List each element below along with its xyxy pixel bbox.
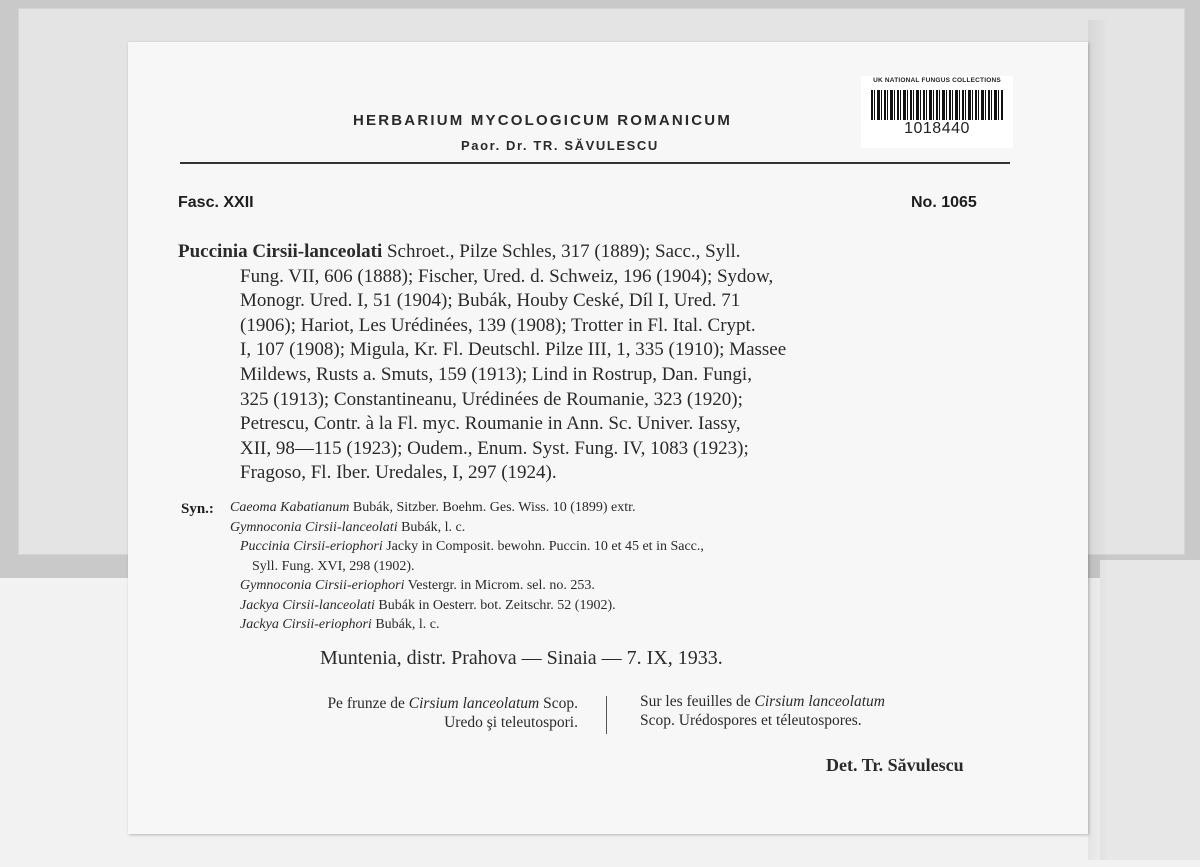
reference-text: Schroet., Pilze Schles, 317 (1889); Sacc., Syll. xyxy=(382,241,741,262)
literature-references xyxy=(178,240,1010,486)
barcode-number: 1018440 xyxy=(904,120,970,137)
synonym-citation: Bubák, Sitzber. Boehm. Ges. Wiss. 10 (1899) extr. xyxy=(349,500,636,515)
synonym-name: Jackya Cirsii-eriophori xyxy=(240,617,372,632)
synonym-citation: Bubák, l. c. xyxy=(397,519,466,535)
habitat-romanian xyxy=(183,694,578,732)
collection-locality: Muntenia, distr. Prahova — Sinaia — 7. IX, 1933. xyxy=(320,647,723,669)
reference-line: XII, 98—115 (1923); Oudem., Enum. Syst. Fung. IV, 1083 (1923); xyxy=(240,437,749,459)
synonym-citation: Jacky in Composit. bewohn. Puccin. 10 et 45 et in Sacc., xyxy=(382,539,704,554)
right-mount-strip xyxy=(1100,560,1200,860)
habitat-fr-prefix: Sur les feuilles de xyxy=(640,693,755,710)
habitat-ro-suffix: Scop. xyxy=(539,695,578,712)
specimen-label xyxy=(128,42,1088,834)
synonym-item xyxy=(230,498,1020,518)
reference-line xyxy=(178,240,1010,265)
reference-line: Petrescu, Contr. à la Fl. myc. Roumanie in Ann. Sc. Univer. Iassy, xyxy=(240,413,741,435)
synonym-name: Jackya Cirsii-lanceolati xyxy=(240,597,375,613)
reference-line: Monogr. Ured. I, 51 (1904); Bubák, Houby Ceské, Díl I, Ured. 71 xyxy=(240,290,741,312)
header-rule xyxy=(180,162,1010,164)
specimen-number: No. 1065 xyxy=(911,194,977,211)
barcode-caption: UK NATIONAL FUNGUS COLLECTIONS xyxy=(873,77,1001,84)
synonym-citation: Syll. Fung. XVI, 298 (1902). xyxy=(252,558,415,574)
synonym-citation: Bubák, l. c. xyxy=(371,617,440,632)
habitat-fr-spores: Scop. Urédospores et téleutospores. xyxy=(640,712,862,729)
habitat-ro-spores: Uredo şi teleutospori. xyxy=(444,714,578,731)
reference-line: Fung. VII, 606 (1888); Fischer, Ured. d. Schweiz, 196 (1904); Sydow, xyxy=(240,265,774,287)
barcode-icon xyxy=(871,90,1003,120)
synonym-item xyxy=(230,557,1020,577)
synonym-name: Caeoma Kabatianum xyxy=(230,500,350,515)
reference-line: 325 (1913); Constantineanu, Urédinées de Roumanie, 323 (1920); xyxy=(240,388,743,410)
synonyms-label: Syn.: xyxy=(181,501,214,517)
herbarium-title: HERBARIUM MYCOLOGICUM ROMANICUM xyxy=(353,112,733,129)
habitat-french xyxy=(640,692,1035,730)
synonym-item xyxy=(230,596,1020,616)
host-name: Cirsium lanceolatum xyxy=(408,695,540,712)
synonym-name: Gymnoconia Cirsii-lanceolati xyxy=(230,519,398,535)
barcode-label xyxy=(861,76,1013,148)
determiner: Det. Tr. Săvulescu xyxy=(826,755,964,775)
host-name: Cirsium lanceolatum xyxy=(754,693,885,710)
reference-line: I, 107 (1908); Migula, Kr. Fl. Deutschl. Pilze III, 1, 335 (1910); Massee xyxy=(240,339,787,361)
synonym-name: Puccinia Cirsii-eriophori xyxy=(240,539,383,554)
synonym-item xyxy=(230,518,1020,538)
synonym-item xyxy=(230,576,1020,596)
reference-line: Mildews, Rusts a. Smuts, 159 (1913); Lind in Rostrup, Dan. Fungi, xyxy=(240,363,752,385)
species-name: Puccinia Cirsii-lanceolati xyxy=(178,241,383,262)
reference-line: Fragoso, Fl. Iber. Uredales, I, 297 (1924). xyxy=(240,462,557,484)
synonym-name: Gymnoconia Cirsii-eriophori xyxy=(240,578,405,593)
synonyms-list xyxy=(230,498,1020,635)
synonym-item xyxy=(230,615,1020,635)
column-divider xyxy=(606,696,607,734)
synonym-item xyxy=(230,537,1020,557)
fascicle-number: Fasc. XXII xyxy=(178,194,254,211)
fold-shadow xyxy=(1088,20,1108,860)
herbarium-director: Paor. Dr. TR. SĂVULESCU xyxy=(461,138,659,153)
synonym-citation: Vestergr. in Microm. sel. no. 253. xyxy=(404,578,595,593)
habitat-ro-prefix: Pe frunze de xyxy=(327,695,409,712)
reference-line: (1906); Hariot, Les Urédinées, 139 (1908); Trotter in Fl. Ital. Crypt. xyxy=(240,314,756,336)
synonym-citation: Bubák in Oesterr. bot. Zeitschr. 52 (1902). xyxy=(374,597,616,613)
